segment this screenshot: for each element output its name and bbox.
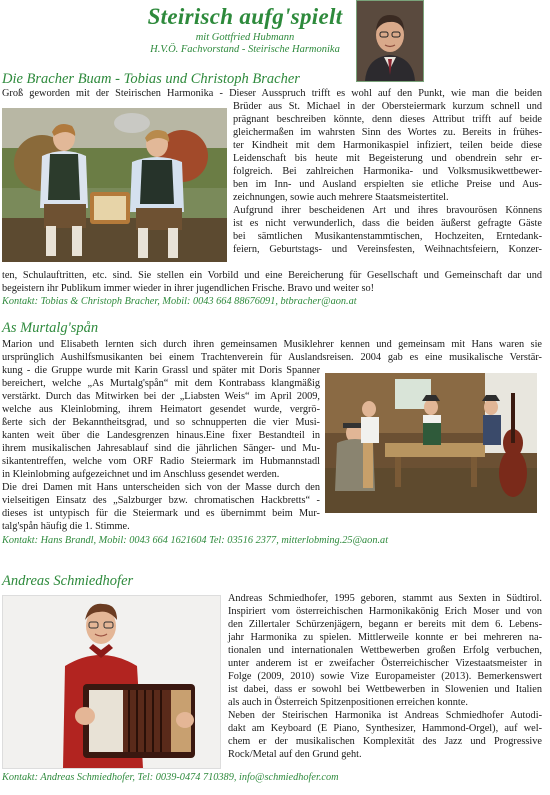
text-line: verstärkt. Durch das Mitwirken bei der „Liabsten Weis“ im April 2009, [2, 391, 320, 402]
text-line: Leidenschaft bis heute mit Begeisterung und obendrein sehr er- [233, 153, 542, 164]
author-portrait [356, 0, 424, 82]
text-line: gleichermaßen im wahrsten Sinn des Wortes zu. Bereits in frühes- [233, 127, 542, 138]
text-line: talg'spån häufig die 1. Stimme. [2, 521, 130, 532]
text-line: als auch in Österreich Spitzenpositionen erreichen konnte. [228, 697, 468, 708]
text-line: feiern, Geburtstags- und Vereinsfesten, Weihnachtsfeiern, Konzer- [233, 244, 542, 255]
text-line: chem er der musikalischen Komplexität des Jazz und Progressive [228, 736, 542, 747]
text-line: ist dabei, dass er sowohl bei Wettbewerben in Slowenien und Italien [228, 684, 542, 695]
text-line: zeichnungen, sowie auch mehrere Staatsmeistertitel. [233, 192, 449, 203]
text-line: dieses ist untypisch für die Steiermark und es übernimmt beim Mur- [2, 508, 320, 519]
header-role: H.V.Ö. Fachvorstand - Steirische Harmonika [150, 44, 340, 55]
text-line: begeistern ihr Publikum immer wieder in ihrer jugendlichen Frische. Bravo und weiter so! [2, 283, 375, 294]
text-line: ist es nicht verwunderlich, dass die beiden äußerst gefragte Gäste [233, 218, 542, 229]
text-line: Rock/Metal auf den Grund geht. [228, 749, 362, 760]
text-line: ßerte sich der Bekanntheitsgrad, und so schnupperten die vier Musi- [2, 417, 320, 428]
text-line: kanten weit über die Landesgrenzen hinaus.Eine fixer Bestandteil in [2, 430, 320, 441]
contact-bracher-buam: Kontakt: Tobias & Christoph Bracher, Mobil: 0043 664 88676091, btbracher@aon.at [2, 296, 357, 307]
text-line: kung - die Gruppe wurde mit Karin Grassl und später mit Doris Spanner [2, 365, 320, 376]
section-title-andreas-schmiedhofer: Andreas Schmiedhofer [2, 573, 134, 589]
text-line: Andreas Schmiedhofer, 1995 geboren, stammt aus Sexten in Südtirol. [228, 593, 542, 604]
contact-andreas-schmiedhofer: Kontakt: Andreas Schmiedhofer, Tel: 0039-0474 710389, info@schmiedhofer.com [2, 772, 339, 783]
photo-andreas-schmiedhofer [2, 595, 221, 769]
text-line: Inspiriert vom österreichischen Harmonikakönig Erich Moser und von [228, 606, 542, 617]
text-line: ten, Schulauftritten, etc. sind. Sie stellen ein Vorbild und eine Bereicherung für Gesellschaft und Gemeinschaft dar und [2, 270, 542, 281]
text-line: vielseitigen Einsatz des „Salzburger bzw. chromatischen Hackbretts“ - [2, 495, 320, 506]
text-line: Marion und Elisabeth lernten sich durch ihren gemeinsamen Musiklehrer kennen und gemeinsam mit Hans waren sie [2, 339, 542, 350]
text-line: unter anderem ist er zweifacher Österreichischer Vizestaatsmeister in [228, 658, 542, 669]
text-line: Neben der Steirischen Harmonika ist Andreas Schmiedhofer Autodi- [228, 710, 542, 721]
text-line: Aufgrund ihrer bescheidenen Art und ihres bravourösen Könnens [233, 205, 542, 216]
text-line: in Kleinlobming aufgezeichnet und im Anschluss gesendet werden. [2, 469, 280, 480]
section-title-bracher-buam: Die Bracher Buam - Tobias und Christoph Bracher [2, 71, 300, 87]
photo-bracher-brothers [2, 108, 227, 262]
text-line: tionalen und internationalen Wettbewerben großen Erfolg verbuchen, [228, 645, 542, 656]
text-line: folgreich. Bei zahlreichen Harmonika- und Volksmusikwettbewer- [233, 166, 542, 177]
text-line: Groß geworden mit der Steirischen Harmonika - Dieser Ausspruch trifft es wohl auf den Punkt, wie man die beiden [2, 88, 542, 99]
photo-as-murtalgspan-group [325, 373, 537, 513]
text-line: bei sämtlichen Musikantenstammtischen, Hochzeiten, Erntedank- [233, 231, 542, 242]
contact-as-murtalgspan: Kontakt: Hans Brandl, Mobil: 0043 664 1621604 Tel: 03516 2377, mitterlobming.25@aon.at [2, 535, 389, 546]
text-line: ihrem musikalischen Jahresablauf sind die jährlichen Sänger- und Mu- [2, 443, 320, 454]
header-subtitle: mit Gottfried Hubmann [195, 32, 295, 43]
section-title-as-murtalgspan: As Murtalg'spån [2, 320, 99, 336]
text-line: Brüder aus St. Michael in der Obersteiermark kurzum schnell und [233, 101, 542, 112]
text-line: welche aus Kleinlobming, ihrem Heimatort gesendet wurde, vergrö- [2, 404, 320, 415]
text-line: bereichert, welche „As Murtalg'spån“ mit dem Kontrabass klangmäßig [2, 378, 320, 389]
text-line: Die drei Damen mit Hans unterscheiden sich von der Masse durch den [2, 482, 320, 493]
text-line: ursprünglich Aushilfsmusikanten bei einem Trachtenverein für Auslandsreisen. 2004 gab es eine musikalische Verstär- [2, 352, 542, 363]
page-title: Steirisch aufg'spielt [147, 4, 343, 29]
text-line: Folge (2009, 2010) sowie Vize Europameister (2013). Bemerkenswert [228, 671, 542, 682]
text-line: jahr Harmonika zu spielen. Mittlerweile konnte er bei mehreren na- [228, 632, 542, 643]
text-line: ter Kindheit mit dem Harmonikaspiel infiziert, teilen beide diese [233, 140, 542, 151]
text-line: sikantentreffen, welche vom ORF Radio Steiermark im Hubmannstadl [2, 456, 320, 467]
text-line: dakt am Keyboard (E Piano, Synthesizer, Hammond-Orgel), auf wel- [228, 723, 542, 734]
text-line: den Zillertaler Schürzenjägern, begann er bereits mit dem 6. Lebens- [228, 619, 542, 630]
text-line: ben im Inn- und Ausland erspielten sie etliche Preise und Aus- [233, 179, 542, 190]
text-line: prägnant beschreiben könnte, denn dieses Attribut trifft auf beide [233, 114, 542, 125]
